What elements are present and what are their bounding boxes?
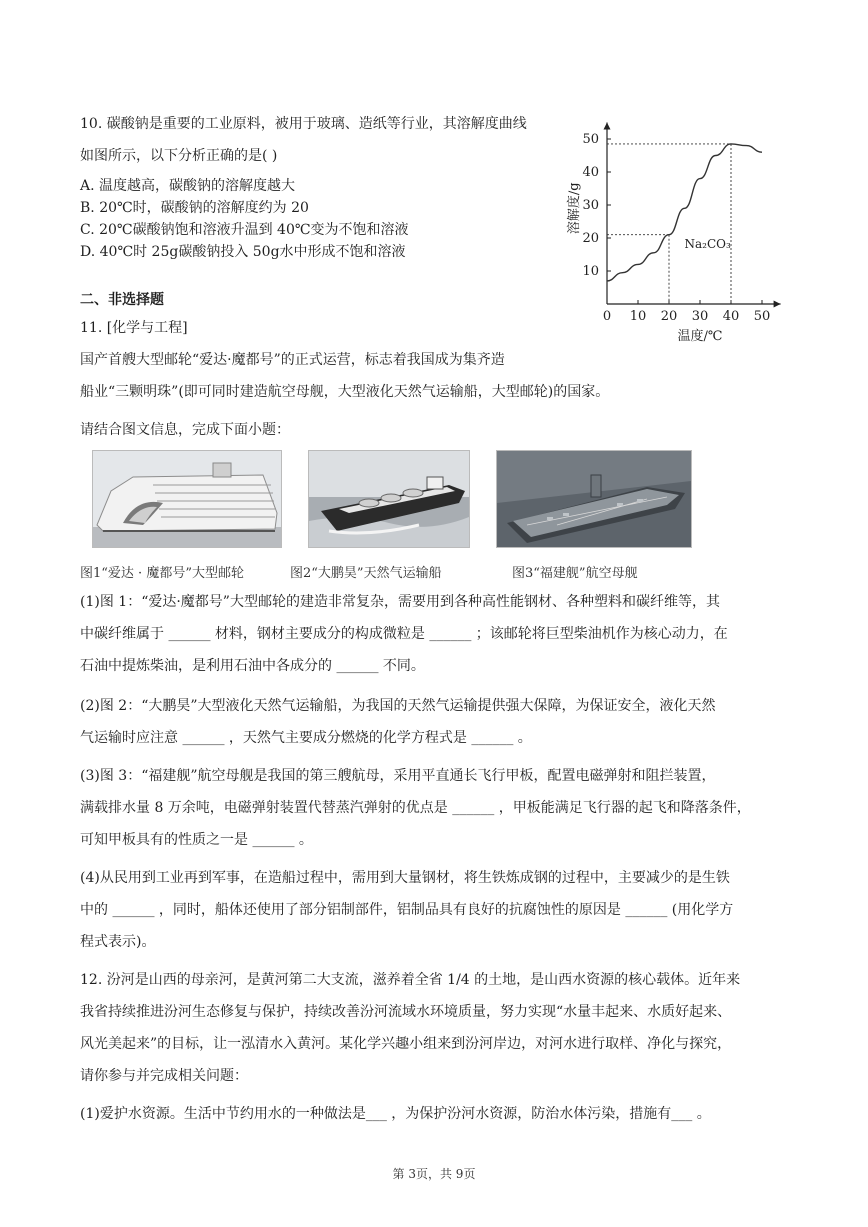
y-tick-label: 40 [582,165,599,180]
page-footer: 第 3页，共 9页 [392,1167,476,1181]
caption-figure-2: 图2“大鹏昊”天然气运输船 [290,566,442,581]
q10-stem-line2: 如图所示，以下分析正确的是( ) [80,148,278,164]
q11-intro-line2: 船业“三颗明珠”(即可同时建造航空母舰，大型液化天然气运输船，大型邮轮)的国家。 [80,384,610,400]
q11-intro-line3: 请结合图文信息，完成下面小题： [80,422,290,438]
y-axis-label: 溶解度/g [567,182,582,235]
q11-tag: 11. [化学与工程] [80,320,188,336]
y-axis-arrow [604,123,611,130]
y-tick-label: 30 [582,198,599,213]
q12-line2: 我省持续推进汾河生态修复与保护，持续改善汾河流域水环境质量，努力实现“水量丰起来、水质好起来、 [80,1004,732,1020]
q11-intro-line1: 国产首艘大型邮轮“爱达·魔都号”的正式运营，标志着我国成为集齐造 [80,352,505,368]
x-tick-label: 10 [629,309,647,324]
q11-part4-line2: 中的 ______ ，同时，船体还使用了部分铝制部件，铝制品具有良好的抗腐蚀性的原因是 ______ (用化学方 [80,902,734,918]
section-title: 二、非选择题 [80,292,164,308]
x-tick-label: 50 [753,309,771,324]
q10-option-a: A. 温度越高，碳酸钠的溶解度越大 [80,178,296,194]
lng-carrier-photo [308,450,470,548]
x-tick-label: 20 [660,309,678,324]
q11-part3-line1: (3)图 3：“福建舰”航空母舰是我国的第三艘航母，采用平直通长飞行甲板，配置电磁弹射和阻拦装置， [80,768,716,784]
x-tick-label: 0 [602,309,612,324]
q10-option-d: D. 40℃时 25g碳酸钠投入 50g水中形成不饱和溶液 [80,244,406,260]
x-axis-arrow [774,301,781,308]
q11-part4-line1: (4)从民用到工业再到军事，在造船过程中，需用到大量钢材，将生铁炼成钢的过程中，主要减少的是生铁 [80,870,730,886]
q11-part1-line1: (1)图 1：“爱达·魔都号”大型邮轮的建造非常复杂，需要用到各种高性能钢材、各种塑料和碳纤维等，其 [80,594,720,610]
series-label: Na₂CO₃ [684,236,731,251]
x-axis-label: 温度/℃ [677,329,723,344]
q12-line3: 风光美起来”的目标，让一泓清水入黄河。某化学兴趣小组来到汾河岸边，对河水进行取样、净化与探究， [80,1036,732,1052]
q10-stem-line1: 10. 碳酸钠是重要的工业原料，被用于玻璃、造纸等行业，其溶解度曲线 [80,116,527,132]
y-tick-label: 10 [582,264,599,279]
q11-part2-line1: (2)图 2：“大鹏昊”大型液化天然气运输船，为我国的天然气运输提供强大保障，为保证安全，液化天然 [80,698,716,714]
q10-option-c: C. 20℃碳酸钠饱和溶液升温到 40℃变为不饱和溶液 [80,222,409,238]
solubility-curve [607,144,762,281]
q11-part3-line3: 可知甲板具有的性质之一是 ______ 。 [80,832,313,848]
aircraft-carrier-photo [496,450,692,548]
caption-figure-3: 图3“福建舰”航空母舰 [512,566,638,581]
q11-part2-line2: 气运输时应注意 ______ ，天然气主要成分燃烧的化学方程式是 ______ 。 [80,730,532,746]
x-tick-label: 40 [722,309,740,324]
solubility-chart [560,118,800,346]
cruise-ship-photo [92,450,282,548]
q11-part1-line3: 石油中提炼柴油，是利用石油中各成分的 ______ 不同。 [80,658,425,674]
q10-option-b: B. 20℃时，碳酸钠的溶解度约为 20 [80,200,309,216]
q11-part3-line2: 满载排水量 8 万余吨，电磁弹射装置代替蒸汽弹射的优点是 ______ ，甲板能满足飞行器的起飞和降落条件， [80,800,751,816]
y-tick-label: 20 [582,231,599,246]
caption-figure-1: 图1“爱达 · 魔都号”大型邮轮 [80,566,244,581]
q11-part1-line2: 中碳纤维属于 ______ 材料，钢材主要成分的构成微粒是 ______ ；该邮轮将巨型柴油机作为核心动力，在 [80,626,728,642]
q12-part1: (1)爱护水资源。生活中节约用水的一种做法是___ ，为保护汾河水资源，防治水体污染，措施有___ 。 [80,1106,711,1122]
y-tick-label: 50 [582,132,599,147]
q12-line1: 12. 汾河是山西的母亲河，是黄河第二大支流，滋养着全省 1/4 的土地，是山西水资源的核心载体。近年来 [80,972,741,988]
q11-part4-line3: 程式表示)。 [80,934,156,950]
x-tick-label: 30 [691,309,709,324]
q12-line4: 请你参与并完成相关问题： [80,1068,248,1084]
